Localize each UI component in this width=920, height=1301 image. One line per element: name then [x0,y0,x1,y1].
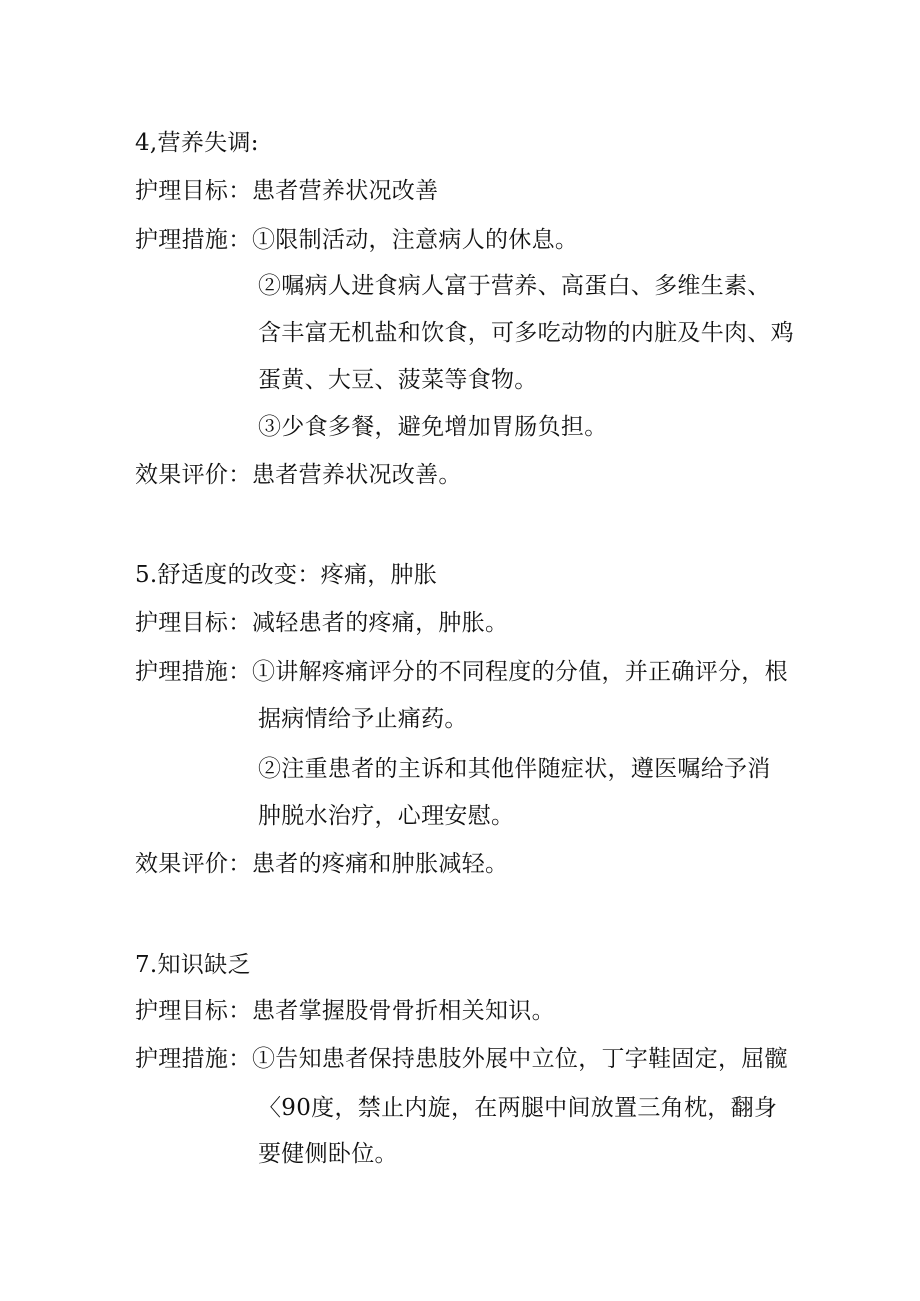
section-heading: 4,营养失调: [135,130,259,156]
measure-line: ①讲解疼痛评分的不同程度的分值，并正确评分，根 [252,659,788,685]
goal-label: 护理目标： [135,610,252,636]
measure-line: 蛋黄、大豆、菠菜等食物。 [258,367,538,393]
section-heading: 5.舒适度的改变：疼痛，肿胀 [135,562,438,588]
measure-line: ①告知患者保持患肢外展中立位，丁字鞋固定，屈髋 [252,1046,788,1072]
goal-text: 患者掌握股骨骨折相关知识。 [252,998,555,1024]
measure-line: 含丰富无机盐和饮食，可多吃动物的内脏及牛肉、鸡 [258,320,794,346]
goal-label: 护理目标： [135,178,252,204]
measure-line: ②嘱病人进食病人富于营养、高蛋白、多维生素、 [258,273,771,299]
measure-line: 〈90度，禁止内旋，在两腿中间放置三角枕，翻身 [258,1095,778,1121]
measures-label: 护理措施： [135,227,252,253]
section-heading: 7.知识缺乏 [135,952,251,978]
eval-text: 患者的疼痛和肿胀减轻。 [252,851,509,877]
eval-text: 患者营养状况改善。 [252,462,462,488]
measures-label: 护理措施： [135,659,252,685]
measure-line: ②注重患者的主诉和其他伴随症状，遵医嘱给予消 [258,756,771,782]
goal-label: 护理目标： [135,998,252,1024]
measure-line: 据病情给予止痛药。 [258,706,468,732]
measure-line: 要健侧卧位。 [258,1141,398,1167]
measure-line: 肿脱水治疗，心理安慰。 [258,803,515,829]
eval-label: 效果评价： [135,851,252,877]
measures-label: 护理措施： [135,1046,252,1072]
eval-label: 效果评价： [135,462,252,488]
goal-text: 患者营养状况改善 [252,178,439,204]
measure-line: ③少食多餐，避免增加胃肠负担。 [258,414,608,440]
goal-text: 减轻患者的疼痛，肿胀。 [252,610,509,636]
measure-line: ①限制活动，注意病人的休息。 [252,227,579,253]
